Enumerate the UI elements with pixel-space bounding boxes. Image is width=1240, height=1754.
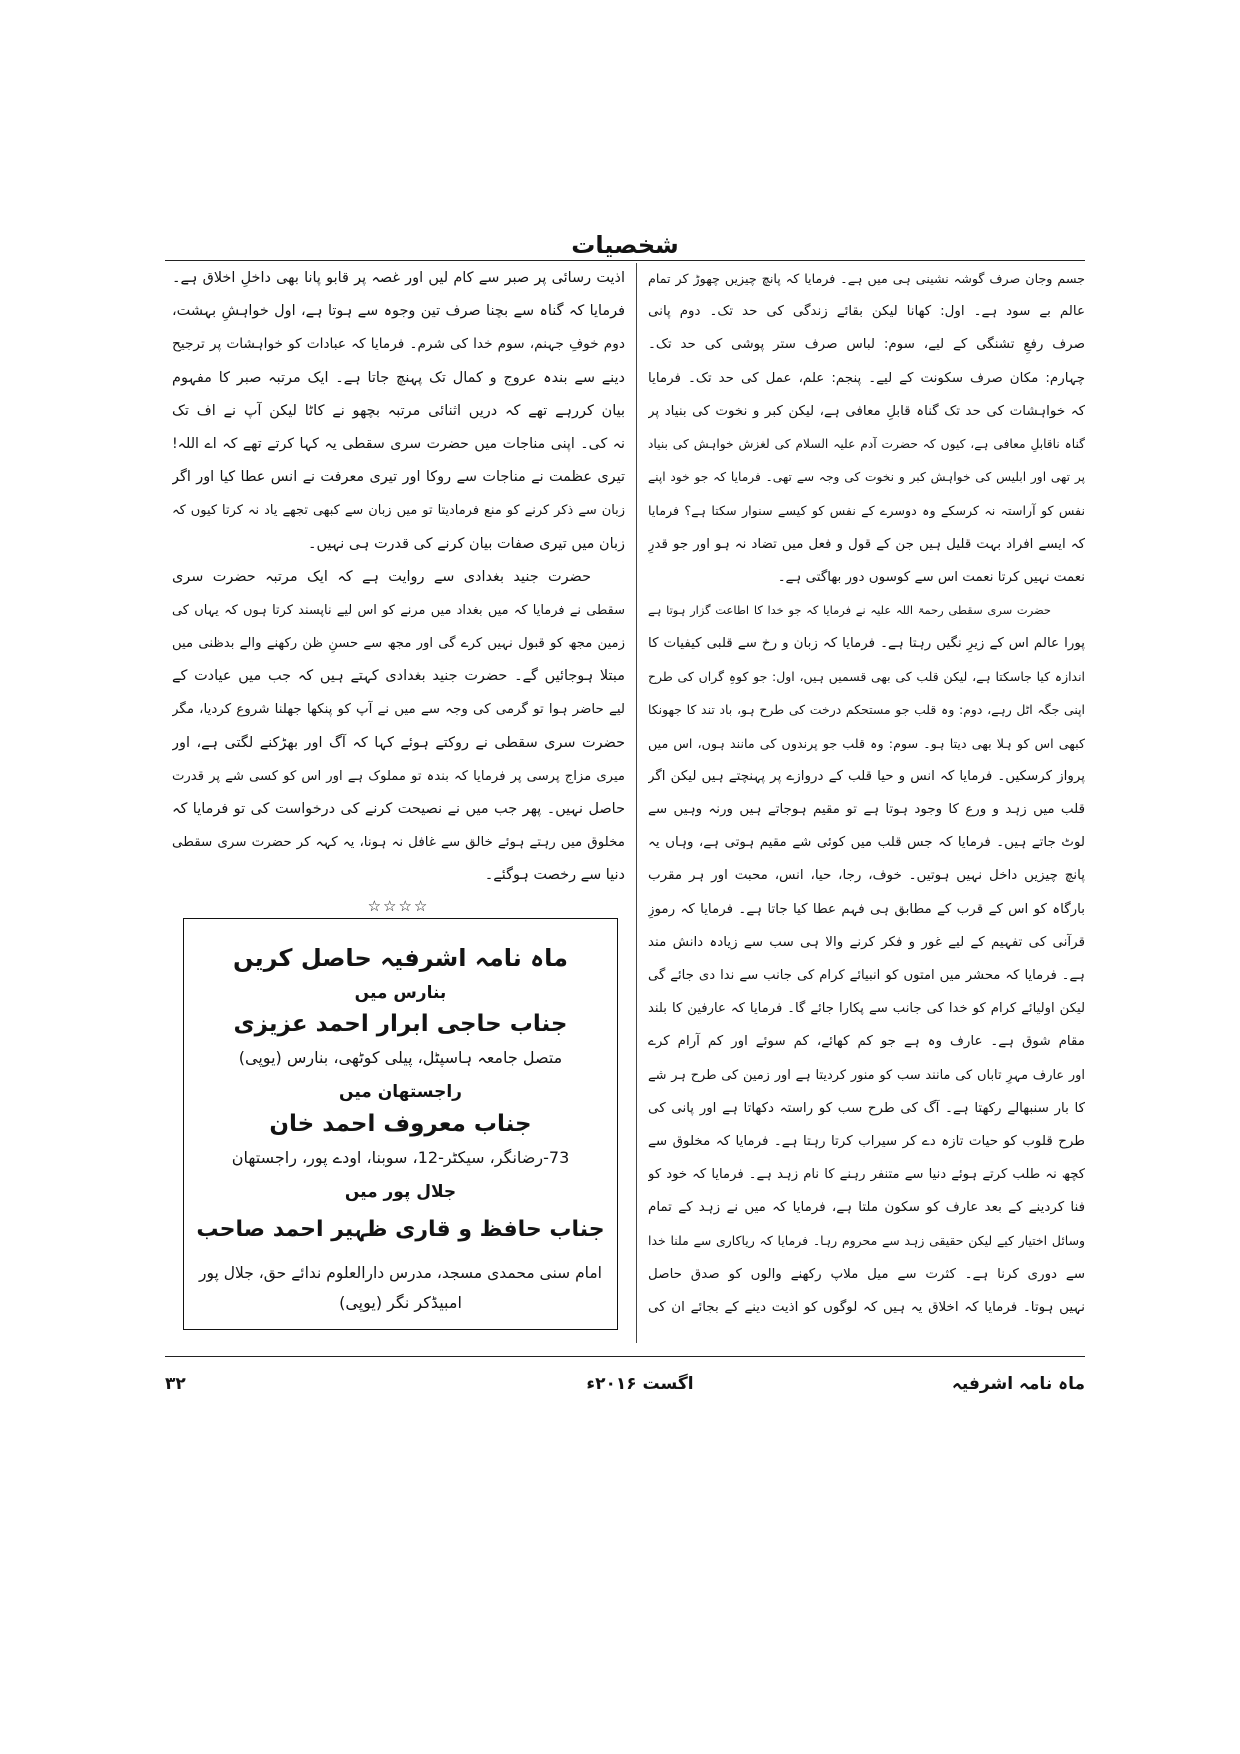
text-line: قلب میں زہد و ورع کا وجود ہوتا ہے تو مقیم ہوجاتے ہیں ورنہ وہیں سے xyxy=(648,802,1085,817)
text-line: پانچ چیزیں داخل نہیں ہوتیں۔ خوف، رجا، حیا، انس، محبت اور ہر مقرب xyxy=(648,868,1085,884)
text-line: کچھ نہ طلب کرتے ہوئے دنیا سے متنفر رہنے کا نام زہد ہے۔ فرمایا کہ خود کو xyxy=(648,1167,1085,1183)
text-line: مبتلا ہوجائیں گے۔ حضرت جنید بغدادی کہتے ہیں کہ جب میں عیادت کے xyxy=(172,668,625,685)
text-line: لوٹ جاتے ہیں۔ فرمایا کہ جس قلب میں کوئی شے مقیم ہوتی ہے، وہاں یہ xyxy=(648,835,1085,851)
text-line: کہ خواہشات کی حد تک گناہ قابلِ معافی ہے، لیکن کبر و نخوت کی بنیاد پر xyxy=(648,403,1085,419)
column-divider xyxy=(636,263,637,1343)
text-line: وسائل اختیار کیے لیکن حقیقی زہد سے محروم رہا۔ فرمایا کہ ریاکاری سے ملنا خدا xyxy=(648,1233,1085,1249)
text-line: مقام شوق ہے۔ عارف وہ ہے جو کم کھائے، کم سوئے اور کم آرام کرے xyxy=(648,1034,1085,1050)
text-line: چہارم: مکان صرف سکونت کے لیے۔ پنجم: علم، عمل کی حد تک۔ فرمایا xyxy=(648,370,1085,386)
ad-agent-address: متصل جامعہ ہاسپٹل، پیلی کوٹھی، بنارس (یوپی) xyxy=(238,1048,563,1067)
ad-agent-name: جناب معروف احمد خان xyxy=(269,1111,532,1137)
text-line: اذیت رسائی پر صبر سے کام لیں اور غصہ پر قابو پانا بھی داخلِ اخلاق ہے۔ xyxy=(172,270,625,286)
text-line: پورا عالم اس کے زیرِ نگیں رہتا ہے۔ فرمایا کہ زبان و رخ سے قلبی کیفیات کا xyxy=(648,636,1085,652)
header-rule xyxy=(165,260,1085,261)
text-line: زمین مجھ کو قبول نہیں کرے گی اور مجھ سے حسنِ ظن رکھنے والے بدظنی میں xyxy=(172,636,625,652)
text-line: پرواز کرسکیں۔ فرمایا کہ انس و حیا قلب کے دروازے پر پہنچتے ہیں لیکن اگر xyxy=(648,768,1085,784)
subscription-ad-box xyxy=(183,918,618,1330)
text-line: اور عارف مہرِ تاباں کی مانند سب کو منور کردیتا ہے اور زمین کی طرح ہر شے xyxy=(648,1067,1085,1083)
text-line: مخلوق میں رہتے ہوئے خالق سے غافل نہ ہونا، یہ کہہ کر حضرت سری سقطی xyxy=(172,835,625,851)
paragraph xyxy=(172,561,625,893)
text-line: حضرت جنید بغدادی سے روایت ہے کہ ایک مرتبہ حضرت سری xyxy=(172,568,591,585)
right-column xyxy=(648,262,1085,1324)
left-column xyxy=(172,262,625,893)
text-line: ہے۔ فرمایا کہ محشر میں امتوں کو انبیائے کرام کی جانب سے ندا دی جائے گی xyxy=(648,967,1085,983)
separator-stars: ☆☆☆☆ xyxy=(367,897,430,915)
text-line: فرمایا کہ گناہ سے بچنا صرف تین وجوہ سے ہوتا ہے، اول خواہشِ بہشت، xyxy=(172,303,625,320)
ad-agent-address: امام سنی محمدی مسجد، مدرس دارالعلوم ندائے حق، جلال پور xyxy=(198,1264,602,1282)
text-line: کبھی اس کو ہلا بھی دیتا ہو۔ سوم: وہ قلب جو پرندوں کی مانند ہوں، اس میں xyxy=(648,735,1085,751)
paragraph xyxy=(172,262,625,561)
ad-agent-address: امبیڈکر نگر (یوپی) xyxy=(339,1293,462,1312)
text-line: جسم وجان صرف گوشہ نشینی ہی میں ہے۔ فرمایا کہ پانچ چیزیں چھوڑ کر تمام xyxy=(648,271,1085,286)
ad-city-heading: بنارس میں xyxy=(354,983,447,1003)
text-line: سے دوری کرنا ہے۔ کثرت سے میل ملاپ رکھنے والوں کو صدق حاصل xyxy=(648,1266,1085,1282)
text-line: تیری عظمت نے مناجات سے روکا اور تیری معرفت نے انس عطا کیا اور اگر xyxy=(172,469,625,486)
text-line: نہیں ہوتا۔ فرمایا کہ اخلاق یہ ہیں کہ لوگوں کو اذیت دینے کے بجائے ان کی xyxy=(648,1299,1085,1315)
text-line: قرآنی کی تفہیم کے لیے غور و فکر کرنے والا ہی سب سے زیادہ دانش مند xyxy=(648,934,1085,950)
ad-agent-address: 73-رضانگر، سیکٹر-12، سوبنا، اودے پور، راجستھان xyxy=(231,1148,570,1167)
text-line: گناہ ناقابلِ معافی ہے، کیوں کہ حضرت آدم علیہ السلام کی لغزش خواہش کی بنیاد xyxy=(648,436,1085,451)
text-line: کہ ایسے افراد بہت قلیل ہیں جن کے قول و فعل میں تضاد نہ ہو اور جو قدرِ xyxy=(648,536,1085,552)
text-line: بارگاہ کو اس کے قرب کے مطابق ہی فہم عطا کیا جاتا ہے۔ فرمایا کہ رموزِ xyxy=(648,901,1085,917)
text-line: سقطی نے فرمایا کہ میں بغداد میں مرنے کو اس لیے ناپسند کرتا ہوں کہ یہاں کی xyxy=(172,602,625,618)
text-line: اندازہ کیا جاسکتا ہے، لیکن قلب کی بھی قسمیں ہیں، اول: جو کوہِ گراں کی طرح xyxy=(648,669,1085,685)
text-line: دنیا سے رخصت ہوگئے۔ xyxy=(484,867,625,884)
text-line: بیان کررہے تھے کہ دریں اثنائی مرتبہ بچھو نے کاٹا لیکن آپ نے اف تک xyxy=(172,402,625,419)
section-title: شخصیات xyxy=(571,231,679,259)
text-line: لیکن اولیائے کرام کو خدا کی جانب سے پکارا جائے گا۔ فرمایا کہ عارفین کا بلند xyxy=(648,1001,1085,1017)
text-line: طرح قلوب کو حیات تازہ دے کر سیراب کرتا رہتا ہے۔ فرمایا کہ مخلوق سے xyxy=(648,1133,1085,1149)
text-line: نہ کی۔ اپنی مناجات میں حضرت سری سقطی یہ کہا کرتے تھے کہ اے اللہ! xyxy=(172,435,625,452)
paragraph xyxy=(648,262,1085,594)
ad-title: ماہ نامہ اشرفیہ حاصل کریں xyxy=(232,944,569,972)
text-line: صرف رفعِ تشنگی کے لیے، سوم: لباس صرف ستر پوشی کی حد تک۔ xyxy=(648,337,1085,353)
text-line: اپنی جگہ اٹل رہے، دوم: وہ قلب جو مستحکم درخت کی طرح ہو، باد تند کا جھونکا xyxy=(648,702,1085,718)
text-line: عالم بے سود ہے۔ اول: کھانا لیکن بقائے زندگی کی حد تک۔ دوم پانی xyxy=(648,304,1085,320)
text-line: حضرت سری سقطی نے روکتے ہوئے کہا کہ آگ اور بھڑکنے لگتی ہے، اور xyxy=(172,734,625,751)
text-line: زبان میں تیری صفات بیان کرنے کی قدرت ہی نہیں۔ xyxy=(308,535,625,552)
text-line: فنا کردینے کے بعد عارف کو سکون ملتا ہے، فرمایا کہ میں نے زہد کے تمام xyxy=(648,1200,1085,1216)
text-line: کا بار سنبھالے رکھتا ہے۔ آگ کی طرح سب کو راستہ دکھاتا ہے اور پانی کی xyxy=(648,1100,1085,1116)
text-line: پر تھی اور ابلیس کی خواہش کبر و نخوت کی وجہ سے تھی۔ فرمایا کہ جو خود اپنے xyxy=(648,470,1085,485)
footer-rule xyxy=(165,1356,1085,1357)
ad-city-heading: جلال پور میں xyxy=(344,1182,457,1202)
footer-issue-date: اگست ۲۰۱۶ء xyxy=(586,1374,694,1394)
text-line: دینے سے بندہ عروج و کمال تک پہنچ جاتا ہے۔ ایک مرتبہ صبر کا مفہوم xyxy=(172,369,625,386)
text-line: حاصل نہیں۔ پھر جب میں نے نصیحت کرنے کی درخواست کی تو فرمایا کہ xyxy=(172,801,625,817)
text-line: میری مزاج پرسی پر فرمایا کہ بندہ تو مملوک ہے اور اس کو کسی شے پر قدرت xyxy=(172,768,625,784)
text-line: دوم خوفِ جہنم، سوم خدا کی شرم۔ فرمایا کہ عبادات کو خواہشات پر ترجیح xyxy=(172,336,625,353)
paragraph xyxy=(648,594,1085,1324)
text-line: زبان سے ذکر کرنے کو منع فرمادیتا تو میں زبان سے کبھی تجھے یاد نہ کرتا کیوں کہ xyxy=(172,503,625,519)
text-line: نفس کو آراستہ نہ کرسکے وہ دوسرے کے نفس کو کیسے سنوار سکتا ہے؟ فرمایا xyxy=(648,503,1085,519)
text-line: حضرت سری سقطی رحمۃ اللہ علیہ نے فرمایا کہ جو خدا کا اطاعت گزار ہوتا ہے xyxy=(648,602,1051,617)
text-line: نعمت نہیں کرتا نعمت اس سے کوسوں دور بھاگتی ہے۔ xyxy=(777,569,1085,585)
ad-agent-name: جناب حاجی ابرار احمد عزیزی xyxy=(233,1011,568,1037)
ad-agent-name: جناب حافظ و قاری ظہیر احمد صاحب xyxy=(196,1217,605,1242)
footer-magazine-name: ماہ نامہ اشرفیہ xyxy=(951,1374,1085,1394)
ad-city-heading: راجستھان میں xyxy=(339,1082,462,1102)
page-number: ۳۲ xyxy=(165,1374,186,1394)
text-line: لیے حاضر ہوا تو گرمی کی وجہ سے میں نے آپ کو پنکھا جھلنا شروع کردیا، مگر xyxy=(172,702,625,718)
